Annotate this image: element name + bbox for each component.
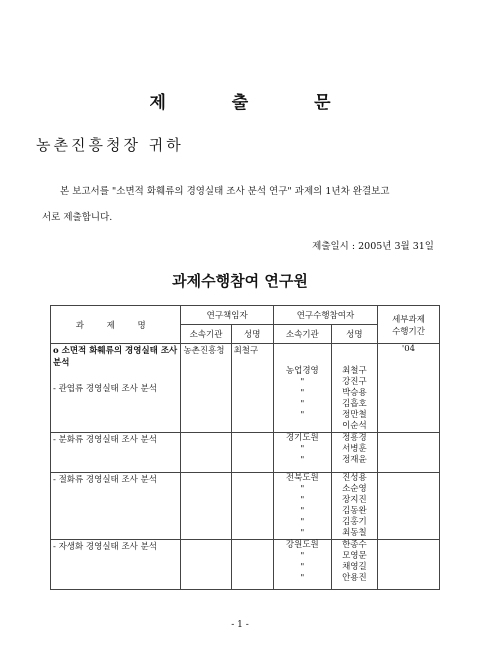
header-part-org: 소속기관 [273,325,331,344]
page-number: - 1 - [231,620,249,630]
participant-names: 한종수 모영문 채영길 안용진 [331,540,377,590]
task-name: - 분화류 경영실태 조사 분석 [51,433,181,473]
header-pi-name: 성명 [231,325,273,344]
page-title: 제 출 문 [149,93,361,113]
addressee: 농촌진흥청장 귀하 [36,136,184,154]
pi-org: 농촌진흥청 [181,344,231,433]
participants-table [50,305,440,590]
period-cell: '04 [378,344,440,433]
header-part-name: 성명 [331,325,377,344]
participant-names: 진성용 소순영 장지진 김동완 김홍기 최동칠 [331,473,377,540]
table-row [51,433,440,473]
body-line-1: 본 보고서를 "소면적 화훼류의 경영실태 조사 분석 연구" 과제의 1년차 완결보고 [60,186,390,197]
main-task-title: o 소면적 화훼류의 경영실태 조사 분석 [53,346,178,368]
task-name: - 자생화 경영실태 조사 분석 [51,540,181,590]
header-participants: 연구수행참여자 [273,306,377,325]
task-name: - 관엽류 경영실태 조사 분석 [53,384,158,394]
pi-name: 최철구 [231,344,273,433]
participant-orgs: 농업경영 " " " " [273,344,331,433]
participant-orgs: 강원도원 " " " [273,540,331,590]
header-task: 과 제 명 [51,306,181,344]
table-row [51,540,440,590]
task-cell [51,344,181,433]
body-line-2: 서로 제출합니다. [42,212,113,223]
header-pi-org: 소속기관 [181,325,231,344]
table-row [51,473,440,540]
table-title: 과제수행참여 연구원 [172,272,308,290]
header-period: 세부과제 수행기간 [378,306,440,344]
participant-orgs: 경기도원 " " [273,433,331,473]
participant-orgs: 전북도원 " " " " " [273,473,331,540]
task-name: - 절화류 경영실태 조사 분석 [51,473,181,540]
header-pi: 연구책임자 [181,306,273,325]
submission-date: 제출일시 : 2005년 3월 31일 [312,241,434,252]
participant-names: 최철구 강진구 박승용 김흡호 정만철 이순석 [331,344,377,433]
participant-names: 정흥경 서병훈 정재윤 [331,433,377,473]
table-row [51,344,440,433]
